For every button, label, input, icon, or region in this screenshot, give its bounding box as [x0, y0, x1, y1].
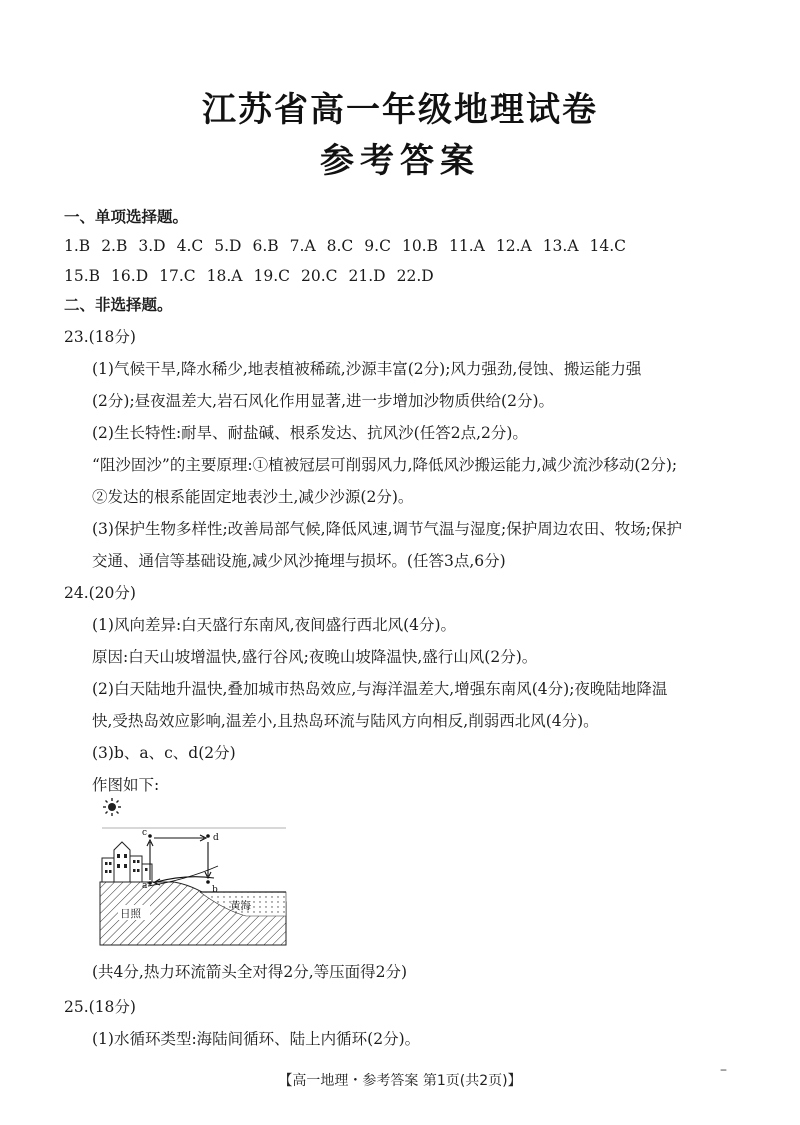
question-24-label: 24.(20分) — [64, 584, 136, 602]
answer-item: 16.D — [111, 267, 149, 285]
answer-item: 13.A — [542, 237, 579, 255]
answer-item: 20.C — [301, 267, 338, 285]
q23-line-7: 交通、通信等基础设施,减少风沙掩埋与损坏。(任答3点,6分) — [92, 552, 506, 570]
q24-line-3: (2)白天陆地升温快,叠加城市热岛效应,与海洋温差大,增强东南风(4分);夜晚陆地降温 — [92, 680, 668, 698]
figure-scoring-note: (共4分,热力环流箭头全对得2分,等压面得2分) — [92, 963, 408, 981]
q23-line-2: (2分);昼夜温差大,岩石风化作用显著,进一步增加沙物质供给(2分)。 — [92, 392, 554, 410]
answer-item: 3.D — [138, 237, 166, 255]
answer-item: 8.C — [326, 237, 354, 255]
point-c-label: c — [142, 828, 148, 838]
city-buildings — [102, 842, 152, 882]
q23-line-5: ②发达的根系能固定地表沙土,减少沙源(2分)。 — [92, 488, 414, 506]
question-23-label: 23.(18分) — [64, 328, 136, 346]
question-25-label: 25.(18分) — [64, 998, 136, 1016]
q24-line-5: (3)b、a、c、d(2分) — [92, 744, 236, 762]
answer-item: 6.B — [252, 237, 279, 255]
thermal-circulation-figure — [96, 790, 296, 950]
q23-line-6: (3)保护生物多样性;改善局部气候,降低风速,调节气温与湿度;保护周边农田、牧场;保护 — [92, 520, 682, 538]
q25-line-1: (1)水循环类型:海陆间循环、陆上内循环(2分)。 — [92, 1030, 421, 1048]
answer-item: 11.A — [449, 237, 485, 255]
answer-item: 5.D — [214, 237, 242, 255]
answer-item: 18.A — [206, 267, 243, 285]
q24-line-2: 原因:白天山坡增温快,盛行谷风;夜晚山坡降温快,盛行山风(2分)。 — [92, 648, 538, 666]
q24-line-4: 快,受热岛效应影响,温差小,且热岛环流与陆风方向相反,削弱西北风(4分)。 — [92, 712, 599, 730]
answer-item: 9.C — [364, 237, 391, 255]
answer-item: 19.C — [253, 267, 290, 285]
answer-item: 22.D — [396, 267, 434, 285]
answer-item: 12.A — [495, 237, 532, 255]
answers-row-2 — [64, 265, 445, 287]
answer-item: 21.D — [348, 267, 386, 285]
section-heading-non-choice: 二、非选择题。 — [64, 296, 173, 314]
sea-label: 黄海 — [230, 900, 251, 912]
page-title: 江苏省高一年级地理试卷 — [202, 90, 598, 130]
answer-item: 7.A — [289, 237, 316, 255]
q23-line-1: (1)气候干旱,降水稀少,地表植被稀疏,沙源丰富(2分);风力强劲,侵蚀、搬运能力强 — [92, 360, 642, 378]
land-label: 日照 — [120, 908, 141, 920]
answers-row-1 — [64, 235, 637, 257]
page-footer: 【高一地理・参考答案 第1页(共2页)】 — [278, 1073, 522, 1089]
answer-item: 1.B — [64, 237, 91, 255]
answer-item: 4.C — [176, 237, 204, 255]
point-d-label: d — [213, 833, 219, 843]
answer-item: 14.C — [589, 237, 627, 255]
footer-dash: – — [720, 1062, 727, 1078]
answer-item: 17.C — [159, 267, 196, 285]
point-b-label: b — [212, 885, 218, 895]
answer-item: 10.B — [401, 237, 438, 255]
point-a-label: a — [142, 881, 148, 891]
circulation-arrows — [147, 835, 218, 886]
q23-line-4: “阻沙固沙”的主要原理:①植被冠层可削弱风力,降低风沙搬运能力,减少流沙移动(2分); — [92, 456, 678, 474]
answer-item: 15.B — [64, 267, 101, 285]
answer-item: 2.B — [101, 237, 128, 255]
q23-line-3: (2)生长特性:耐旱、耐盐碱、根系发达、抗风沙(任答2点,2分)。 — [92, 424, 528, 442]
q24-line-6: 作图如下: — [92, 776, 160, 794]
q24-line-1: (1)风向差异:白天盛行东南风,夜间盛行西北风(4分)。 — [92, 616, 457, 634]
section-heading-single-choice: 一、单项选择题。 — [64, 208, 189, 226]
page-subtitle: 参考答案 — [320, 141, 480, 181]
sun-icon — [103, 798, 121, 816]
